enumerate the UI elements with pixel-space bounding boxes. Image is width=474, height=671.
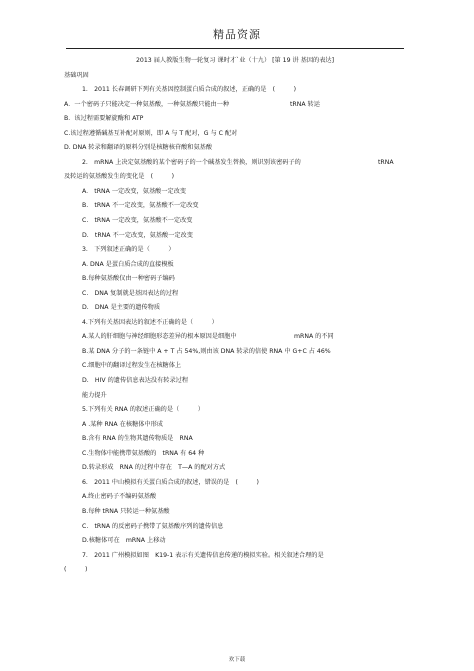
question-6-option-c: C. tRNA 的反密码子携带了氨基酸序列的遗传信息 xyxy=(82,522,224,530)
question-4-option-c: C.细胞中的翻译过程发生在核糖体上 xyxy=(82,362,182,370)
question-2-stem: 2. mRNA 上决定氨基酸的某个密码子的一个碱基发生替换，则识别该密码子的 xyxy=(82,158,301,166)
document-title: 2013 届人教版生物一轮复习 课时才`业（十九） [第 19 讲 基因的表达] xyxy=(135,57,335,64)
question-2-option-c: C. tRNA 一定改变，氨基酸不一定改变 xyxy=(82,217,193,225)
question-5-option-d: D.转录形成 RNA 的过程中存在 T—A 的配对方式 xyxy=(82,464,226,472)
question-5-option-b: B.含有 RNA 的生物其遗传物质是 RNA xyxy=(82,435,193,443)
question-1-option-a: A．一个密码子只能决定一种氨基酸，一种氨基酸只能由一种 xyxy=(64,100,230,108)
section-heading-ability: 能力提升 xyxy=(82,391,107,399)
question-4-option-d: D. HIV 的遗传信息表达没有转录过程 xyxy=(82,377,189,385)
question-2-option-d: D. tRNA 不一定改变，氨基酸一定改变 xyxy=(82,231,193,239)
question-5-option-a: A .某种 RNA 在核糖体中形成 xyxy=(82,420,163,428)
question-1-option-a-tail: tRNA 转运 xyxy=(290,100,320,108)
question-4-option-a: A.某人的肝细胞与神经细胞形态差异的根本原因是细胞中 xyxy=(82,333,237,341)
question-7-stem: 7. 2011 广州模拟如图 K19-1 表示有关遗传信息传递的模拟实验。相关叙述合理的是 xyxy=(82,551,324,559)
question-2-stem-tail: tRNA xyxy=(378,158,394,166)
question-1-stem: 1. 2011 长春调研下列有关基因控制蛋白质合成的叙述，正确的是 ( ) xyxy=(82,86,297,94)
question-1-option-b: B．该过程需要解旋酶和 ATP xyxy=(64,115,144,123)
question-3-option-a: A. DNA 是蛋白质合成的直接模板 xyxy=(82,260,174,268)
question-3-option-d: D. DNA 是主要的遗传物质 xyxy=(82,304,161,312)
document-body xyxy=(64,54,406,578)
question-2-option-a: A. tRNA 一定改变，氨基酸一定改变 xyxy=(82,187,187,195)
question-5-stem: 5.下列有关 RNA 的叙述正确的是（ ） xyxy=(82,406,204,414)
question-3-option-c: C. DNA 复制就是基因表达的过程 xyxy=(82,289,179,297)
question-1-option-d: D. DNA 转录和翻译的原料分别是核糖核苷酸和氨基酸 xyxy=(64,144,213,152)
header-divider xyxy=(66,48,404,49)
section-heading-basic: 基础巩固 xyxy=(64,71,89,79)
question-6-option-d: D.核糖体可在 mRNA 上移动 xyxy=(82,537,166,545)
question-1-option-c: C.该过程遵循碱基互补配对原则，即 A 与 T 配对，G 与 C 配对 xyxy=(64,129,238,137)
question-2-stem-line-2: 及转运的氨基酸发生的变化是 ( ) xyxy=(64,173,175,181)
question-2-option-b: B. tRNA 不一定改变，氨基酸不一定改变 xyxy=(82,202,199,210)
question-5-option-c: C.生物体中能携带氨基酸的 tRNA 有 64 种 xyxy=(82,449,205,457)
question-6-option-a: A.终止密码子不编码氨基酸 xyxy=(82,493,157,501)
question-7-answer-paren: ( ) xyxy=(64,566,88,574)
header-title: 精品资源 xyxy=(213,28,261,41)
question-3-option-b: B.每种氨基酸仅由一种密码子编码 xyxy=(82,275,175,283)
question-3-stem: 3. 下列叙述正确的是（ ） xyxy=(82,246,175,254)
footer-text: 欢下载 xyxy=(228,657,246,663)
question-6-option-b: B.每种 tRNA 只转运一种氨基酸 xyxy=(82,507,170,515)
question-4-option-a-tail: mRNA 的不同 xyxy=(294,333,334,341)
question-4-option-b: B.某 DNA 分子的一条链中 A + T 占 54%,则由该 DNA 转录的信使 RNA 中 G+C 占 46% xyxy=(82,347,331,355)
question-4-stem: 4.下列有关基因表达的叙述不正确的是（ ） xyxy=(82,318,218,326)
question-6-stem: 6. 2011 中山模拟有关蛋白质合成的叙述，错误的是 ( ) xyxy=(82,478,259,486)
